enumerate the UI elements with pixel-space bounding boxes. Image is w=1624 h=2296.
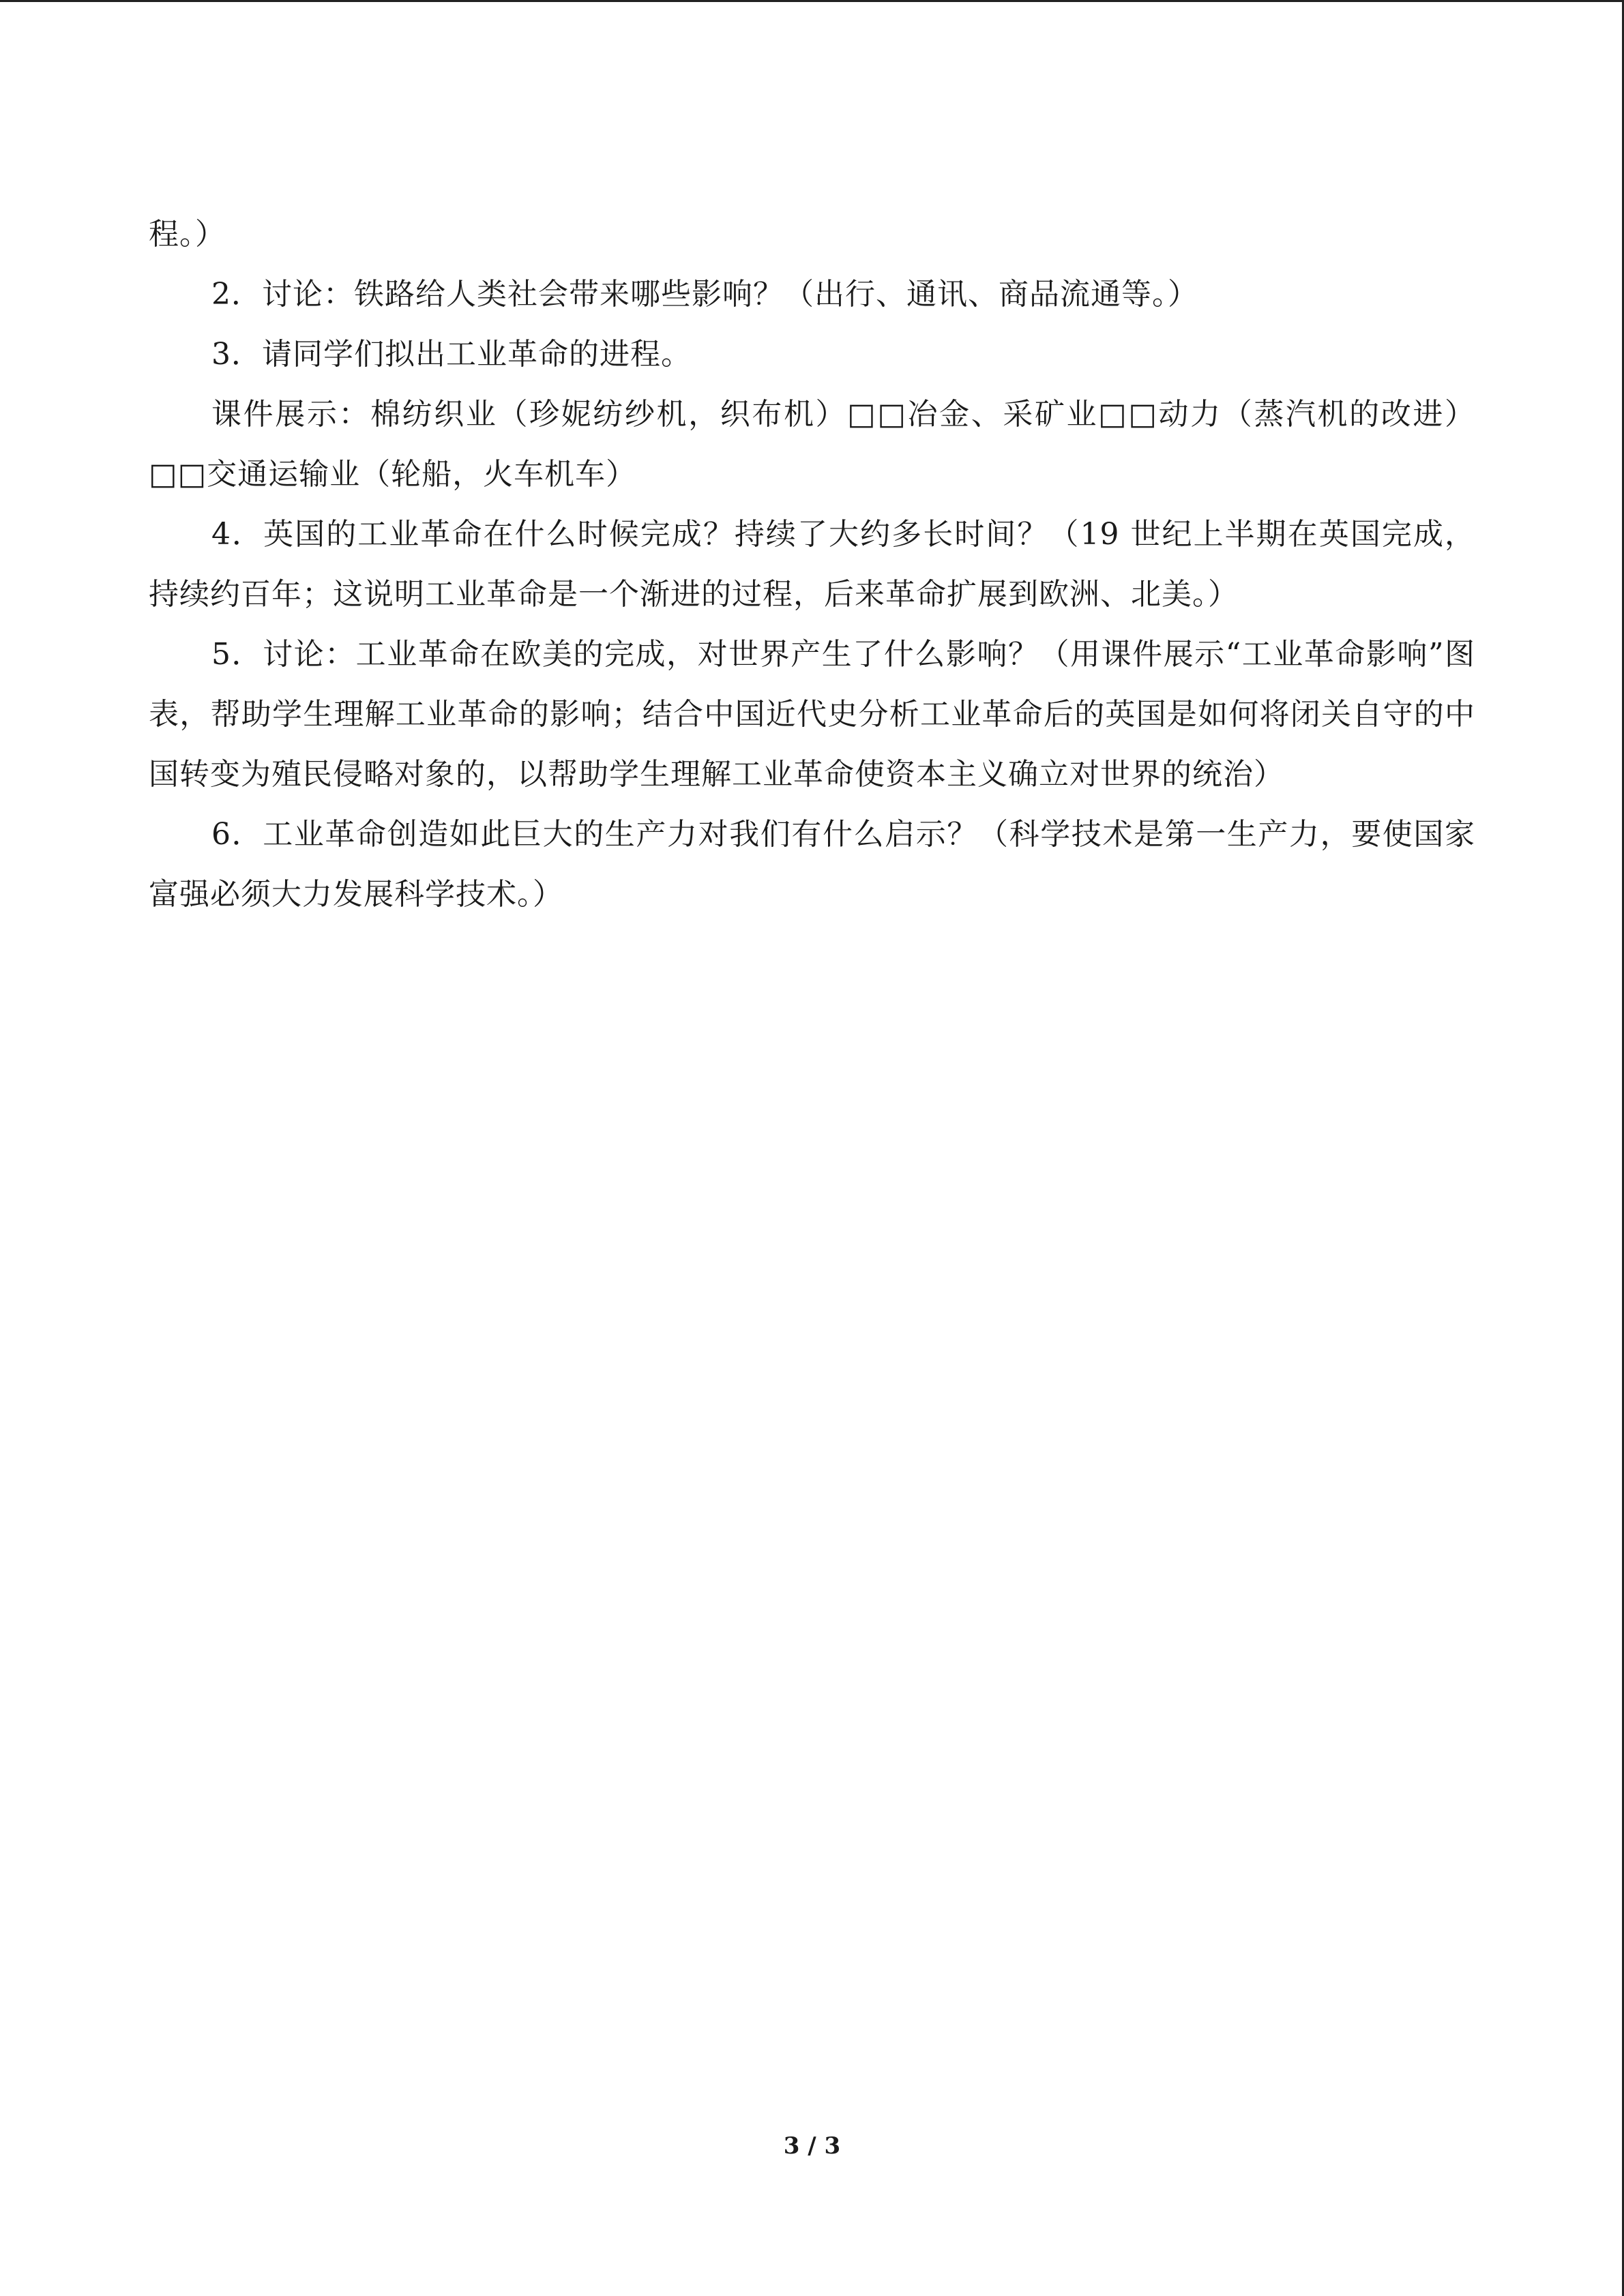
- document-body: [149, 205, 1475, 925]
- page-border-top: [0, 0, 1624, 2]
- paragraph-item-2: 2．讨论：铁路给人类社会带来哪些影响？（出行、通讯、商品流通等。）: [211, 277, 1198, 312]
- paragraph-courseware: 课件展示：棉纺织业（珍妮纺纱机，织布机）□□冶金、采矿业□□动力（蒸汽机的改进）□□交通运输业（轮船，火车机车）: [149, 397, 1475, 492]
- paragraph-item-6: 6．工业革命创造如此巨大的生产力对我们有什么启示？（科学技术是第一生产力，要使国家富强必须大力发展科学技术。）: [149, 817, 1475, 912]
- paragraph-item-5: 5．讨论：工业革命在欧美的完成，对世界产生了什么影响？（用课件展示“工业革命影响”图表，帮助学生理解工业革命的影响；结合中国近代史分析工业革命后的英国是如何将闭关自守的中国转变为殖民侵略对象的，以帮助学生理解工业革命使资本主义确立对世界的统治）: [149, 637, 1475, 792]
- page-number: 3 / 3: [783, 2132, 841, 2160]
- paragraph-item-3: 3．请同学们拟出工业革命的进程。: [211, 337, 692, 372]
- paragraph-continuation: 程。）: [149, 217, 226, 252]
- paragraph-item-4: 4．英国的工业革命在什么时候完成？持续了大约多长时间？（19 世纪上半期在英国完成，持续约百年；这说明工业革命是一个渐进的过程，后来革命扩展到欧洲、北美。）: [149, 517, 1475, 612]
